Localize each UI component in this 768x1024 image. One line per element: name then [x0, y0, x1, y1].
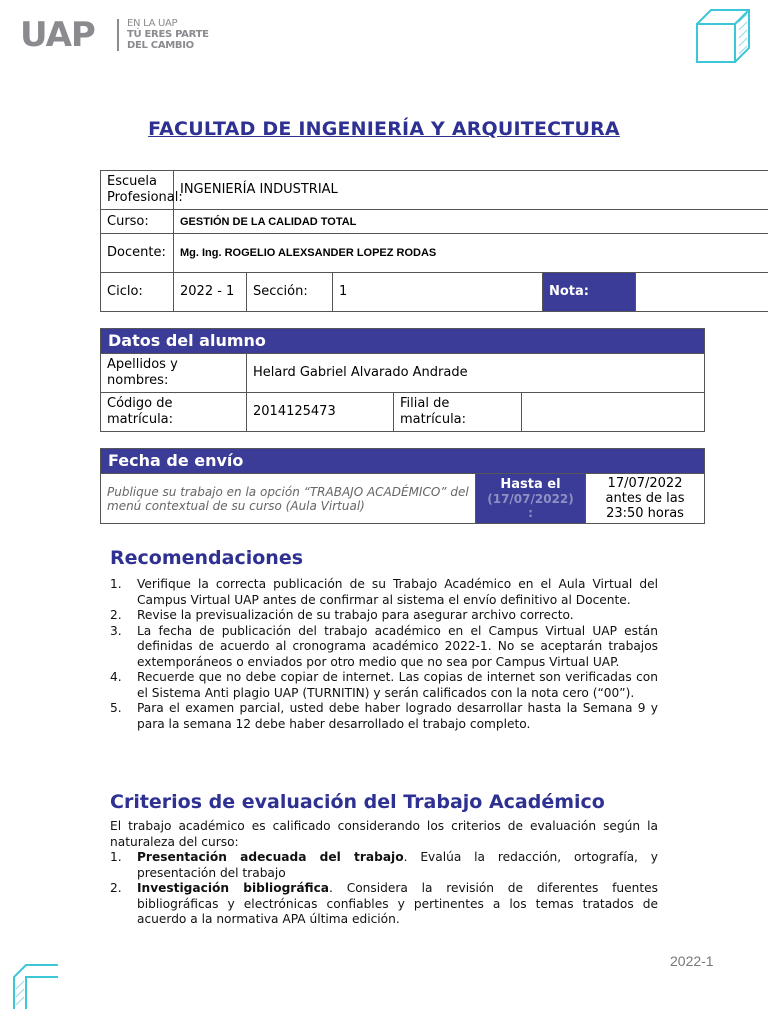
cube-decoration-icon [695, 8, 753, 64]
docente-value: Mg. Ing. ROGELIO ALEXSANDER LOPEZ RODAS [174, 234, 768, 273]
ciclo-value: 2022 - 1 [174, 273, 247, 312]
tagline-line-3: DEL CAMBIO [127, 40, 194, 51]
recommendation-text: Para el examen parcial, usted debe haber logrado desarrollar hasta la Semana 9 y para la semana 12 debe haber desarrollado el trabajo completo. [137, 701, 658, 731]
list-item: 1. Verifique la correcta publicación de su Trabajo Académico en el Aula Virtual del Campus Virtual UAP antes de confirmar al sistema el envío definitivo al Docente. [110, 577, 658, 607]
recommendation-text: Revise la previsualización de su trabajo para asegurar archivo correcto. [137, 608, 574, 622]
nota-value [636, 273, 768, 312]
list-item: 2. Revise la previsualización de su trabajo para asegurar archivo correcto. [110, 608, 574, 622]
criteria-intro: El trabajo académico es calificado considerando los criterios de evaluación según la naturaleza del curso: [110, 819, 658, 849]
curso-label: Curso: [101, 210, 174, 234]
list-item: 1. Presentación adecuada del trabajo. Evalúa la redacción, ortografía, y presentación del trabajo [110, 850, 658, 880]
filial-value [522, 393, 705, 432]
recommendations-list [110, 577, 658, 732]
page-title: FACULTAD DE INGENIERÍA Y ARQUITECTURA [148, 118, 620, 140]
list-item: 5. Para el examen parcial, usted debe haber logrado desarrollar hasta la Semana 9 y para la semana 12 debe haber desarrollado el trabajo completo. [110, 701, 658, 731]
footer-period: 2022-1 [670, 953, 714, 969]
criteria-list [110, 850, 658, 928]
recommendation-text: Verifique la correcta publicación de su Trabajo Académico en el Aula Virtual del Campus Virtual UAP antes de confirmar al sistema el envío definitivo al Docente. [137, 577, 658, 607]
submission-instructions: Publique su trabajo en la opción “TRABAJO ACADÉMICO” del menú contextual de su curso (Aula Virtual) [101, 474, 476, 524]
ciclo-label: Ciclo: [101, 273, 174, 312]
deadline-value: 17/07/2022 antes de las 23:50 horas [586, 474, 705, 524]
criteria-heading: Criterios de evaluación del Trabajo Académico [110, 791, 605, 813]
recommendation-text: La fecha de publicación del trabajo académico en el Campus Virtual UAP están definidas de acuerdo al cronograma académico 2022-1. No se aceptarán trabajos extemporáneos o enviados por otro medio que no sea por Campus Virtual UAP. [137, 623, 658, 669]
escuela-label: Escuela Profesional: [101, 171, 174, 210]
seccion-value: 1 [333, 273, 543, 312]
student-data-table [100, 328, 705, 432]
recommendations-heading: Recomendaciones [110, 547, 304, 569]
criterion-title: Investigación bibliográfica [137, 881, 330, 895]
list-item: 3. La fecha de publicación del trabajo académico en el Campus Virtual UAP están definidas de acuerdo al cronograma académico 2022-1. No se aceptarán trabajos extemporáneos o enviados por otro medio que no sea por Campus Virtual UAP. [110, 623, 658, 669]
tagline-line-2: TÚ ERES PARTE [127, 29, 209, 40]
hasta-date: (17/07/2022) [487, 491, 574, 506]
names-value: Helard Gabriel Alvarado Andrade [247, 354, 705, 393]
recommendation-text: Recuerde que no debe copiar de internet. Las copias de internet son verificadas con el Sistema Anti plagio UAP (TURNITIN) y serán calificados con la nota cero (“00”). [137, 670, 658, 700]
submission-section-header: Fecha de envío [101, 449, 705, 474]
criterion-text: . Evalúa la redacción, ortografía, y presentación del trabajo [137, 850, 658, 880]
hasta-label: Hasta el [500, 476, 561, 492]
course-info-table [100, 170, 768, 312]
criterion-title: Presentación adecuada del trabajo [137, 850, 404, 864]
tagline-line-1: EN LA UAP [127, 18, 178, 29]
names-label: Apellidos y nombres: [101, 354, 247, 393]
student-section-header: Datos del alumno [101, 329, 705, 354]
hasta-cell [476, 474, 586, 524]
code-label: Código de matrícula: [101, 393, 247, 432]
filial-label: Filial de matrícula: [394, 393, 522, 432]
corner-decoration-icon [12, 963, 60, 1011]
logo-divider [117, 19, 119, 51]
curso-value: GESTIÓN DE LA CALIDAD TOTAL [174, 210, 768, 234]
docente-label: Docente: [101, 234, 174, 273]
list-item: 4. Recuerde que no debe copiar de internet. Las copias de internet son verificadas con el Sistema Anti plagio UAP (TURNITIN) y serán calificados con la nota cero (“00”). [110, 670, 658, 700]
nota-label: Nota: [543, 273, 636, 312]
criterion-text: . Considera la revisión de diferentes fuentes bibliográficas y electrónicas confiables y pertinentes a los temas tratados de acuerdo a la normativa APA última edición. [137, 881, 658, 926]
escuela-value: INGENIERÍA INDUSTRIAL [174, 171, 768, 210]
submission-table [100, 448, 705, 524]
hasta-colon: : [528, 505, 533, 520]
list-item: 2. Investigación bibliográfica. Considera la revisión de diferentes fuentes bibliográficas y electrónicas confiables y pertinentes a los temas tratados de acuerdo a la normativa APA última edición. [110, 881, 658, 926]
logo-tagline [127, 18, 209, 51]
seccion-label: Sección: [247, 273, 333, 312]
code-value: 2014125473 [247, 393, 394, 432]
uap-logo: UAP [20, 15, 95, 55]
